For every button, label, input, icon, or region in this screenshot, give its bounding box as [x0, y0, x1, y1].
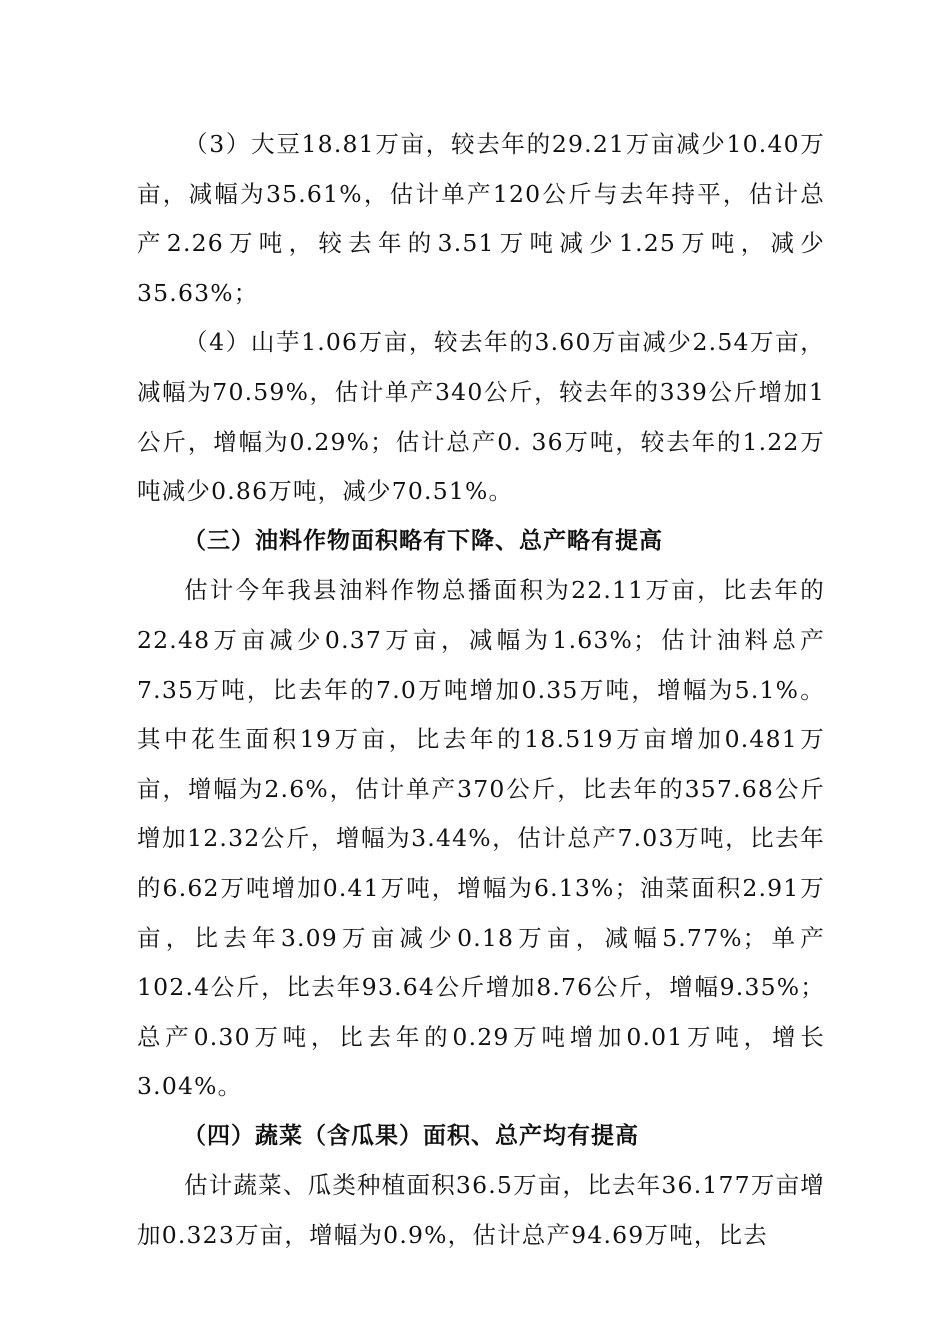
paragraph-sweet-potato: （4）山芋1.06万亩，较去年的3.60万亩减少2.54万亩，减幅为70.59%，估计单产340公斤，较去年的339公斤增加1公斤，增幅为0.29%；估计总产0. 36万吨，较去年的1.22万吨减少0.86万吨，减少70.51%。	[137, 328, 825, 506]
document-body	[137, 120, 825, 1261]
paragraph-soybean: （3）大豆18.81万亩，较去年的29.21万亩减少10.40万亩，减幅为35.61%，估计单产120公斤与去年持平，估计总产2.26万吨，较去年的3.51万吨减少1.25万吨，减少35.63%；	[137, 130, 825, 307]
section-heading-oil-crops: （三）油料作物面积略有下降、总产略有提高	[183, 527, 663, 554]
section-heading-vegetables: （四）蔬菜（含瓜果）面积、总产均有提高	[183, 1122, 639, 1149]
paragraph-vegetables: 估计蔬菜、瓜类种植面积36.5万亩，比去年36.177万亩增加0.323万亩，增幅为0.9%，估计总产94.69万吨，比去	[137, 1171, 825, 1250]
paragraph-oil-crops: 估计今年我县油料作物总播面积为22.11万亩，比去年的22.48万亩减少0.37万亩，减幅为1.63%；估计油料总产7.35万吨，比去年的7.0万吨增加0.35万吨，增幅为5.1%。其中花生面积19万亩，比去年的18.519万亩增加0.481万亩，增幅为2.6%，估计单产370公斤，比去年的357.68公斤增加12.32公斤，增幅为3.44%，估计总产7.03万吨，比去年的6.62万吨增加0.41万吨，增幅为6.13%；油菜面积2.91万亩，比去年3.09万亩减少0.18万亩，减幅5.77%；单产102.4公斤，比去年93.64公斤增加8.76公斤，增幅9.35%；总产0.30万吨，比去年的0.29万吨增加0.01万吨，增长3.04%。	[137, 576, 825, 1101]
